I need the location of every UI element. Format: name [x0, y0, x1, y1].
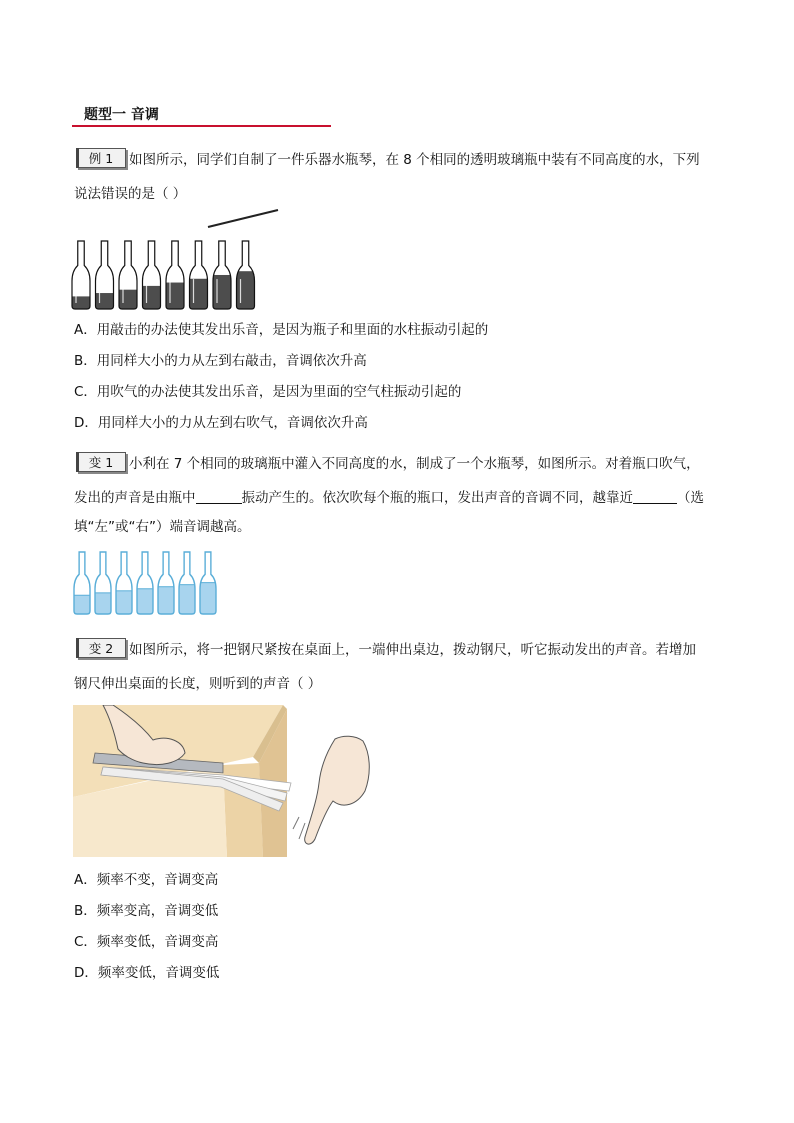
ex1-text-1: 如图所示，同学们自制了一件乐器水瓶琴，在 8 个相同的透明玻璃瓶中装有不同高度的水，下列 [129, 152, 700, 168]
v1-question-line1 [74, 452, 700, 473]
v1-text-2b: 振动产生的。依次吹每个瓶的瓶口，发出声音的音调不同，越靠近 [241, 490, 633, 506]
bottle-water [200, 583, 216, 614]
v2-text-1: 如图所示，将一把钢尺紧按在桌面上，一端伸出桌边，拨动钢尺，听它振动发出的声音。若增加 [129, 642, 696, 658]
ex1-option-a: A．用敲击的办法使其发出乐音，是因为瓶子和里面的水柱振动引起的 [74, 322, 489, 338]
plucking-hand [305, 736, 370, 844]
v2-option-c: C．频率变低，音调变高 [74, 934, 219, 950]
v1-blank-1[interactable] [196, 490, 242, 504]
bottle-water [137, 589, 153, 614]
bottle-water [179, 585, 195, 614]
v1-text-2c: （选 [677, 490, 704, 506]
ex1-option-d: D．用同样大小的力从左到右吹气，音调依次升高 [74, 415, 368, 431]
v2-question-line1 [74, 638, 696, 659]
v1-question-line3: 填“左”或“右”）端音调越高。 [74, 519, 251, 535]
v2-option-d: D．频率变低，音调变低 [74, 965, 220, 981]
bottle-water [190, 279, 208, 309]
v2-tag: 变 2 [74, 638, 126, 658]
bottle-water [72, 296, 90, 309]
ex1-tag: 例 1 [74, 148, 126, 168]
v2-option-a: A．频率不变，音调变高 [74, 872, 219, 888]
motion-lines [293, 817, 305, 839]
section-heading: 题型一 音调 [84, 107, 159, 123]
bottle-water [158, 587, 174, 614]
v2-option-b: B．频率变高，音调变低 [74, 903, 219, 919]
bottle-water [74, 595, 90, 614]
v1-blank-2[interactable] [633, 490, 677, 504]
bottle-water [213, 275, 231, 309]
stick [208, 210, 278, 227]
heading-underline [72, 125, 331, 127]
bottle-water [116, 591, 132, 614]
bottle-water [237, 271, 255, 309]
eight-bottles-figure [68, 205, 288, 315]
seven-bottles-figure [70, 548, 225, 618]
v1-text-1: 小利在 7 个相同的玻璃瓶中灌入不同高度的水，制成了一个水瓶琴，如图所示。对着瓶口吹气， [129, 456, 700, 472]
ex1-option-c: C．用吹气的办法使其发出乐音，是因为里面的空气柱振动引起的 [74, 384, 462, 400]
steel-ruler-figure [73, 705, 373, 857]
bottle-water [119, 290, 137, 309]
bottle-water [166, 283, 184, 309]
bottle-water [143, 286, 161, 309]
v1-question-line2 [74, 489, 704, 507]
ex1-question-line1 [74, 148, 700, 169]
ex1-question-line2: 说法错误的是（ ） [74, 186, 187, 202]
bottle-water [96, 293, 114, 309]
ex1-option-b: B．用同样大小的力从左到右敲击，音调依次升高 [74, 353, 367, 369]
v1-text-2a: 发出的声音是由瓶中 [74, 490, 196, 506]
v2-question-line2: 钢尺伸出桌面的长度，则听到的声音（ ） [74, 676, 322, 692]
v1-tag: 变 1 [74, 452, 126, 472]
bottle-water [95, 593, 111, 614]
